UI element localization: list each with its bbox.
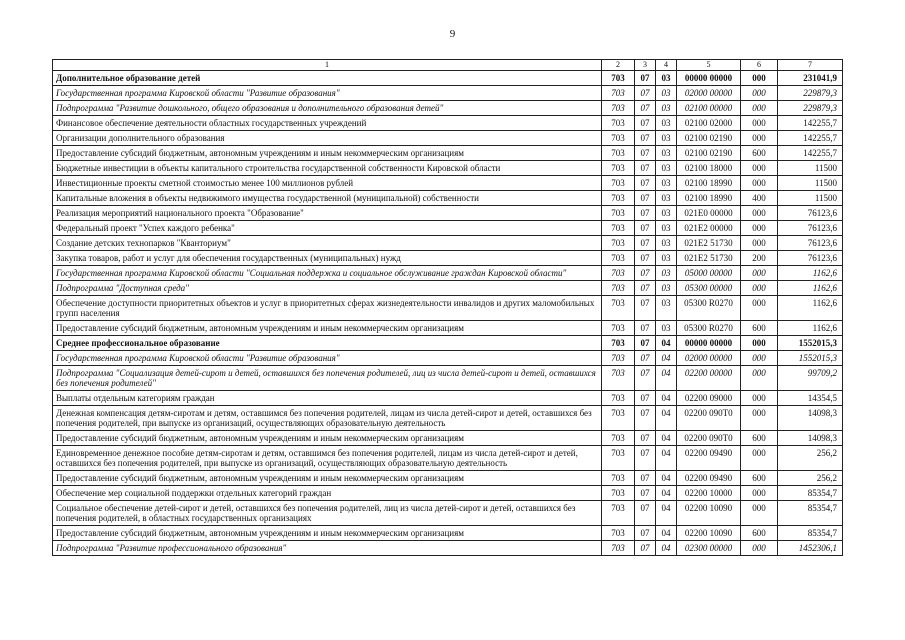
row-target-article-cell: 02200 09490: [677, 446, 741, 471]
row-section-cell: 07: [635, 116, 656, 131]
row-amount-cell: 231041,9: [778, 71, 843, 86]
row-gr-cell: 703: [602, 176, 635, 191]
row-amount-cell: 256,2: [778, 471, 843, 486]
row-subsection-cell: 03: [656, 101, 677, 116]
row-expense-type-cell: 000: [741, 281, 778, 296]
row-section-cell: 07: [635, 486, 656, 501]
row-target-article-cell: 05300 00000: [677, 281, 741, 296]
row-gr-cell: 703: [602, 486, 635, 501]
row-subsection-cell: 04: [656, 366, 677, 391]
row-amount-cell: 76123,6: [778, 236, 843, 251]
row-gr-cell: 703: [602, 336, 635, 351]
row-name-cell: Подпрограмма "Доступная среда": [53, 281, 602, 296]
row-amount-cell: 85354,7: [778, 486, 843, 501]
row-gr-cell: 703: [602, 296, 635, 321]
row-name-cell: Реализация мероприятий национального проекта "Образование": [53, 206, 602, 221]
row-subsection-cell: 03: [656, 251, 677, 266]
row-subsection-cell: 03: [656, 146, 677, 161]
row-name-cell: Дополнительное образование детей: [53, 71, 602, 86]
table-row: [53, 406, 843, 431]
row-amount-cell: 256,2: [778, 446, 843, 471]
row-target-article-cell: 02100 18990: [677, 191, 741, 206]
table-row: [53, 116, 843, 131]
row-amount-cell: 11500: [778, 176, 843, 191]
row-section-cell: 07: [635, 161, 656, 176]
column-header-section: 3: [635, 60, 656, 71]
row-name-cell: Обеспечение мер социальной поддержки отдельных категорий граждан: [53, 486, 602, 501]
row-target-article-cell: 02100 02190: [677, 146, 741, 161]
row-target-article-cell: 02100 02190: [677, 131, 741, 146]
row-amount-cell: 1162,6: [778, 296, 843, 321]
row-expense-type-cell: 000: [741, 236, 778, 251]
row-gr-cell: 703: [602, 191, 635, 206]
row-gr-cell: 703: [602, 146, 635, 161]
column-header-expense-type: 6: [741, 60, 778, 71]
table-row: [53, 391, 843, 406]
row-gr-cell: 703: [602, 131, 635, 146]
row-section-cell: 07: [635, 131, 656, 146]
table-row: [53, 296, 843, 321]
row-subsection-cell: 03: [656, 206, 677, 221]
row-amount-cell: 11500: [778, 161, 843, 176]
row-amount-cell: 14354,5: [778, 391, 843, 406]
row-subsection-cell: 04: [656, 486, 677, 501]
table-row: [53, 161, 843, 176]
row-name-cell: Подпрограмма "Развитие профессионального образования": [53, 541, 602, 556]
row-section-cell: 07: [635, 321, 656, 336]
row-section-cell: 07: [635, 366, 656, 391]
row-subsection-cell: 03: [656, 176, 677, 191]
row-gr-cell: 703: [602, 116, 635, 131]
row-section-cell: 07: [635, 71, 656, 86]
row-name-cell: Обеспечение доступности приоритетных объектов и услуг в приоритетных сферах жизнедеятельности инвалидов и других маломобильных групп населения: [53, 296, 602, 321]
row-gr-cell: 703: [602, 101, 635, 116]
row-target-article-cell: 02200 10090: [677, 501, 741, 526]
row-gr-cell: 703: [602, 471, 635, 486]
row-expense-type-cell: 000: [741, 266, 778, 281]
row-gr-cell: 703: [602, 236, 635, 251]
row-expense-type-cell: 000: [741, 221, 778, 236]
row-target-article-cell: 02000 00000: [677, 351, 741, 366]
row-target-article-cell: 02200 090Т0: [677, 431, 741, 446]
row-gr-cell: 703: [602, 446, 635, 471]
row-name-cell: Социальное обеспечение детей-сирот и детей, оставшихся без попечения родителей, лиц из числа детей-сирот и детей, оставшихся без попечения родителей, в областных государственных организациях: [53, 501, 602, 526]
row-subsection-cell: 04: [656, 336, 677, 351]
row-target-article-cell: 021E2 51730: [677, 251, 741, 266]
row-gr-cell: 703: [602, 206, 635, 221]
table-row: [53, 501, 843, 526]
row-expense-type-cell: 000: [741, 101, 778, 116]
row-expense-type-cell: 000: [741, 366, 778, 391]
row-name-cell: Предоставление субсидий бюджетным, автономным учреждениям и иным некоммерческим организациям: [53, 321, 602, 336]
row-name-cell: Организации дополнительного образования: [53, 131, 602, 146]
row-name-cell: Предоставление субсидий бюджетным, автономным учреждениям и иным некоммерческим организациям: [53, 146, 602, 161]
row-target-article-cell: 05300 R0270: [677, 321, 741, 336]
row-amount-cell: 229879,3: [778, 101, 843, 116]
table-row: [53, 206, 843, 221]
row-section-cell: 07: [635, 221, 656, 236]
row-expense-type-cell: 000: [741, 391, 778, 406]
row-target-article-cell: 02300 00000: [677, 541, 741, 556]
row-expense-type-cell: 000: [741, 86, 778, 101]
row-name-cell: Предоставление субсидий бюджетным, автономным учреждениям и иным некоммерческим организациям: [53, 471, 602, 486]
row-gr-cell: 703: [602, 221, 635, 236]
table-row: [53, 266, 843, 281]
row-gr-cell: 703: [602, 86, 635, 101]
row-expense-type-cell: 600: [741, 471, 778, 486]
row-amount-cell: 142255,7: [778, 131, 843, 146]
row-subsection-cell: 03: [656, 236, 677, 251]
row-name-cell: Предоставление субсидий бюджетным, автономным учреждениям и иным некоммерческим организациям: [53, 431, 602, 446]
row-gr-cell: 703: [602, 251, 635, 266]
row-gr-cell: 703: [602, 526, 635, 541]
row-gr-cell: 703: [602, 366, 635, 391]
row-section-cell: 07: [635, 176, 656, 191]
row-amount-cell: 99709,2: [778, 366, 843, 391]
row-expense-type-cell: 000: [741, 541, 778, 556]
row-name-cell: Денежная компенсация детям-сиротам и детям, оставшимся без попечения родителей, лицам из числа детей-сирот и детей, оставшихся без попечения родителей, при выпуске из организаций, осуществляющих образовательную деятельность: [53, 406, 602, 431]
row-target-article-cell: 02100 02000: [677, 116, 741, 131]
column-number-row: [53, 60, 843, 71]
column-header-subsection: 4: [656, 60, 677, 71]
row-target-article-cell: 021E2 00000: [677, 221, 741, 236]
row-section-cell: 07: [635, 351, 656, 366]
table-row: [53, 431, 843, 446]
row-name-cell: Единовременное денежное пособие детям-сиротам и детям, оставшимся без попечения родителей, лицам из числа детей-сирот и детей, оставшихся без попечения родителей, при выпуске из организаций, осуществляющих образовательную деятельность: [53, 446, 602, 471]
row-expense-type-cell: 000: [741, 296, 778, 321]
table-row: [53, 221, 843, 236]
row-name-cell: Бюджетные инвестиции в объекты капитального строительства государственной собственности Кировской области: [53, 161, 602, 176]
table-row: [53, 486, 843, 501]
row-expense-type-cell: 000: [741, 131, 778, 146]
row-gr-cell: 703: [602, 431, 635, 446]
table-row: [53, 446, 843, 471]
row-amount-cell: 1162,6: [778, 321, 843, 336]
column-header-target-article: 5: [677, 60, 741, 71]
row-expense-type-cell: 000: [741, 336, 778, 351]
table-row: [53, 281, 843, 296]
row-section-cell: 07: [635, 541, 656, 556]
row-section-cell: 07: [635, 446, 656, 471]
table-row: [53, 351, 843, 366]
table-row: [53, 541, 843, 556]
row-target-article-cell: 02200 09490: [677, 471, 741, 486]
row-target-article-cell: 02200 10090: [677, 526, 741, 541]
row-gr-cell: 703: [602, 266, 635, 281]
row-expense-type-cell: 000: [741, 351, 778, 366]
column-header-gr: 2: [602, 60, 635, 71]
row-expense-type-cell: 000: [741, 501, 778, 526]
row-section-cell: 07: [635, 501, 656, 526]
row-gr-cell: 703: [602, 541, 635, 556]
row-expense-type-cell: 600: [741, 146, 778, 161]
row-expense-type-cell: 000: [741, 176, 778, 191]
column-header-amount: 7: [778, 60, 843, 71]
row-subsection-cell: 04: [656, 526, 677, 541]
row-section-cell: 07: [635, 191, 656, 206]
table-row: [53, 251, 843, 266]
row-subsection-cell: 03: [656, 221, 677, 236]
table-row: [53, 336, 843, 351]
row-subsection-cell: 03: [656, 131, 677, 146]
row-name-cell: Подпрограмма "Социализация детей-сирот и детей, оставшихся без попечения родителей, лиц из числа детей-сирот и детей, оставшихся без попечения родителей": [53, 366, 602, 391]
row-section-cell: 07: [635, 431, 656, 446]
row-gr-cell: 703: [602, 501, 635, 526]
row-expense-type-cell: 000: [741, 446, 778, 471]
row-subsection-cell: 04: [656, 471, 677, 486]
column-header-name: 1: [53, 60, 602, 71]
row-subsection-cell: 04: [656, 351, 677, 366]
row-target-article-cell: 02200 00000: [677, 366, 741, 391]
row-name-cell: Выплаты отдельным категориям граждан: [53, 391, 602, 406]
row-expense-type-cell: 600: [741, 526, 778, 541]
row-expense-type-cell: 000: [741, 71, 778, 86]
row-name-cell: Предоставление субсидий бюджетным, автономным учреждениям и иным некоммерческим организациям: [53, 526, 602, 541]
row-gr-cell: 703: [602, 71, 635, 86]
row-amount-cell: 85354,7: [778, 501, 843, 526]
table-row: [53, 526, 843, 541]
row-subsection-cell: 04: [656, 501, 677, 526]
row-gr-cell: 703: [602, 406, 635, 431]
table-body: [53, 71, 843, 556]
row-expense-type-cell: 400: [741, 191, 778, 206]
row-target-article-cell: 05000 00000: [677, 266, 741, 281]
row-subsection-cell: 04: [656, 391, 677, 406]
row-subsection-cell: 03: [656, 266, 677, 281]
row-amount-cell: 1162,6: [778, 266, 843, 281]
row-target-article-cell: 02200 10000: [677, 486, 741, 501]
row-subsection-cell: 03: [656, 191, 677, 206]
table-row: [53, 366, 843, 391]
row-section-cell: 07: [635, 526, 656, 541]
row-section-cell: 07: [635, 146, 656, 161]
row-subsection-cell: 03: [656, 161, 677, 176]
row-name-cell: Федеральный проект "Успех каждого ребенка": [53, 221, 602, 236]
row-amount-cell: 76123,6: [778, 221, 843, 236]
row-amount-cell: 1552015,3: [778, 351, 843, 366]
row-section-cell: 07: [635, 471, 656, 486]
row-amount-cell: 76123,6: [778, 206, 843, 221]
table-row: [53, 86, 843, 101]
row-name-cell: Среднее профессиональное образование: [53, 336, 602, 351]
row-target-article-cell: 02000 00000: [677, 86, 741, 101]
row-subsection-cell: 04: [656, 446, 677, 471]
row-expense-type-cell: 600: [741, 321, 778, 336]
row-gr-cell: 703: [602, 351, 635, 366]
table-row: [53, 71, 843, 86]
row-section-cell: 07: [635, 296, 656, 321]
row-target-article-cell: 05300 R0270: [677, 296, 741, 321]
row-amount-cell: 1452306,1: [778, 541, 843, 556]
row-gr-cell: 703: [602, 391, 635, 406]
row-name-cell: Государственная программа Кировской области "Развитие образования": [53, 351, 602, 366]
row-section-cell: 07: [635, 251, 656, 266]
row-target-article-cell: 02100 18000: [677, 161, 741, 176]
row-section-cell: 07: [635, 266, 656, 281]
table-row: [53, 236, 843, 251]
row-section-cell: 07: [635, 391, 656, 406]
row-name-cell: Капитальные вложения в объекты недвижимого имущества государственной (муниципальной) собственности: [53, 191, 602, 206]
row-subsection-cell: 03: [656, 281, 677, 296]
row-name-cell: Инвестиционные проекты сметной стоимостью менее 100 миллионов рублей: [53, 176, 602, 191]
row-amount-cell: 14098,3: [778, 406, 843, 431]
row-expense-type-cell: 600: [741, 431, 778, 446]
table-row: [53, 191, 843, 206]
row-name-cell: Государственная программа Кировской области "Развитие образования": [53, 86, 602, 101]
row-subsection-cell: 03: [656, 86, 677, 101]
row-gr-cell: 703: [602, 281, 635, 296]
row-expense-type-cell: 000: [741, 486, 778, 501]
row-section-cell: 07: [635, 236, 656, 251]
row-section-cell: 07: [635, 336, 656, 351]
row-subsection-cell: 04: [656, 431, 677, 446]
row-expense-type-cell: 000: [741, 206, 778, 221]
row-name-cell: Финансовое обеспечение деятельности областных государственных учреждений: [53, 116, 602, 131]
row-target-article-cell: 021E2 51730: [677, 236, 741, 251]
row-amount-cell: 14098,3: [778, 431, 843, 446]
row-subsection-cell: 04: [656, 541, 677, 556]
row-amount-cell: 85354,7: [778, 526, 843, 541]
row-subsection-cell: 04: [656, 406, 677, 431]
row-section-cell: 07: [635, 281, 656, 296]
row-subsection-cell: 03: [656, 321, 677, 336]
row-name-cell: Закупка товаров, работ и услуг для обеспечения государственных (муниципальных) нужд: [53, 251, 602, 266]
row-expense-type-cell: 000: [741, 161, 778, 176]
row-section-cell: 07: [635, 86, 656, 101]
table-row: [53, 176, 843, 191]
row-subsection-cell: 03: [656, 71, 677, 86]
row-target-article-cell: 02200 09000: [677, 391, 741, 406]
row-subsection-cell: 03: [656, 296, 677, 321]
row-gr-cell: 703: [602, 161, 635, 176]
row-expense-type-cell: 000: [741, 116, 778, 131]
row-target-article-cell: 02200 090Т0: [677, 406, 741, 431]
row-amount-cell: 229879,3: [778, 86, 843, 101]
row-subsection-cell: 03: [656, 116, 677, 131]
row-amount-cell: 142255,7: [778, 146, 843, 161]
row-expense-type-cell: 000: [741, 406, 778, 431]
table-row: [53, 321, 843, 336]
budget-table: [52, 59, 843, 556]
row-amount-cell: 1552015,3: [778, 336, 843, 351]
row-amount-cell: 11500: [778, 191, 843, 206]
row-target-article-cell: 02100 00000: [677, 101, 741, 116]
row-target-article-cell: 021E0 00000: [677, 206, 741, 221]
row-section-cell: 07: [635, 101, 656, 116]
row-name-cell: Подпрограмма "Развитие дошкольного, общего образования и дополнительного образования детей": [53, 101, 602, 116]
row-target-article-cell: 00000 00000: [677, 71, 741, 86]
table-row: [53, 131, 843, 146]
table-row: [53, 101, 843, 116]
row-expense-type-cell: 200: [741, 251, 778, 266]
row-amount-cell: 1162,6: [778, 281, 843, 296]
row-target-article-cell: 00000 00000: [677, 336, 741, 351]
page-number: 9: [449, 28, 456, 40]
row-amount-cell: 142255,7: [778, 116, 843, 131]
table-row: [53, 146, 843, 161]
row-name-cell: Государственная программа Кировской области "Социальная поддержка и социальное обслуживание граждан Кировской области": [53, 266, 602, 281]
table-row: [53, 471, 843, 486]
row-target-article-cell: 02100 18990: [677, 176, 741, 191]
row-section-cell: 07: [635, 206, 656, 221]
row-name-cell: Создание детских технопарков "Кванториум": [53, 236, 602, 251]
row-section-cell: 07: [635, 406, 656, 431]
row-gr-cell: 703: [602, 321, 635, 336]
row-amount-cell: 76123,6: [778, 251, 843, 266]
